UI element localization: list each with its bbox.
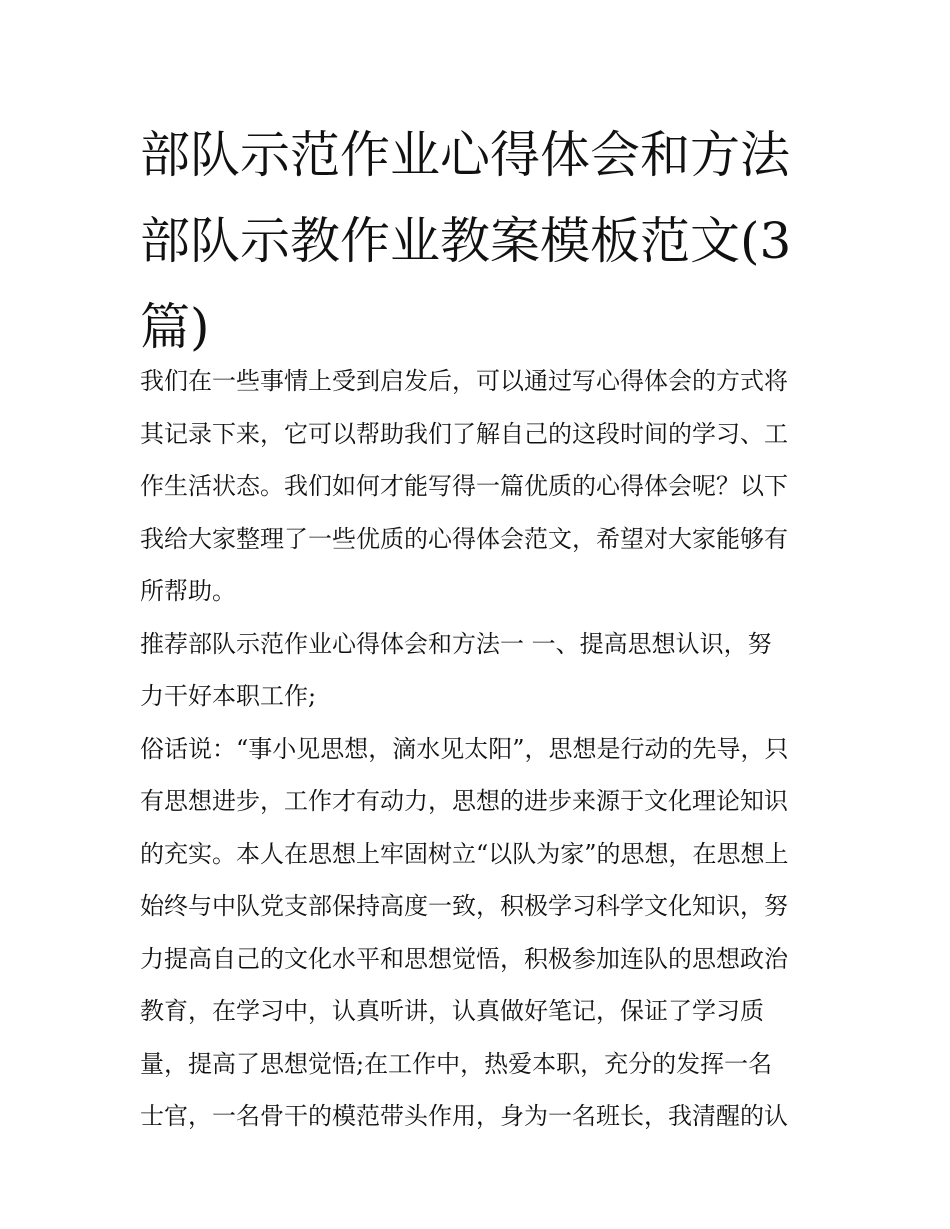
title-line: 篇) (140, 298, 210, 356)
body-line: 的充实。本人在思想上牢固树立“以队为家”的思想，在思想上 (140, 839, 789, 868)
body-line: 量，提高了思想觉悟;在工作中，热爱本职，充分的发挥一名 (140, 1049, 773, 1078)
title-line: 部队示教作业教案模板范文(3 (140, 212, 792, 270)
document-title (140, 112, 810, 370)
body-line: 其记录下来，它可以帮助我们了解自己的这段时间的学习、工 (140, 419, 788, 448)
body-line: 教育，在学习中，认真听讲，认真做好笔记，保证了学习质 (140, 997, 764, 1025)
body-line: 士官，一名骨干的模范带头作用，身为一名班长，我清醒的认 (140, 1102, 788, 1130)
body-line: 力提高自己的文化水平和思想觉悟，积极参加连队的思想政治 (140, 944, 788, 973)
title-line: 部队示范作业心得体会和方法 (140, 126, 790, 184)
body-line: 力干好本职工作; (140, 682, 317, 710)
body-line: 作生活状态。我们如何才能写得一篇优质的心得体会呢？以下 (140, 472, 788, 500)
body-line: 俗话说：“事小见思想，滴水见太阳”，思想是行动的先导，只 (140, 734, 789, 763)
body-line: 我给大家整理了一些优质的心得体会范文，希望对大家能够有 (140, 524, 788, 553)
body-line: 有思想进步，工作才有动力，思想的进步来源于文化理论知识 (140, 787, 788, 815)
body-line: 我们在一些事情上受到启发后，可以通过写心得体会的方式将 (140, 367, 788, 395)
body-line: 所帮助。 (140, 577, 236, 605)
body-line: 推荐部队示范作业心得体会和方法一 一、提高思想认识，努 (140, 629, 772, 658)
body-line: 始终与中队党支部保持高度一致，积极学习科学文化知识，努 (140, 892, 788, 920)
document-body (140, 355, 815, 1143)
